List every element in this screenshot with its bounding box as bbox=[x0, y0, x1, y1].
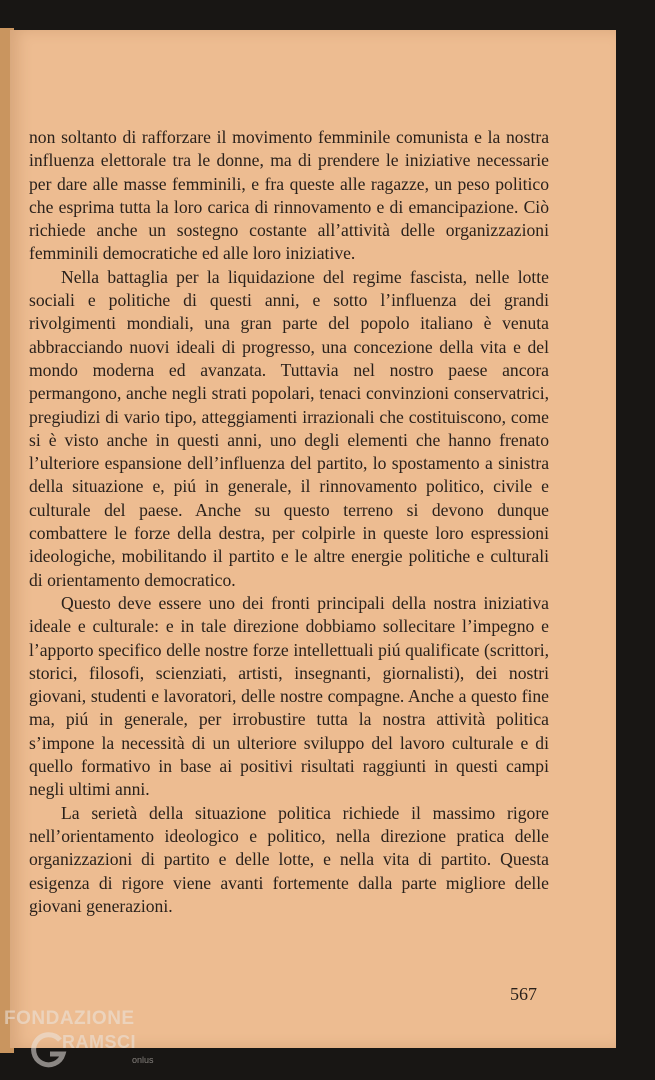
paragraph-1: non soltanto di rafforzare il movimento femminile comunista e la nostra influenza elettorale tra le donne, ma di prendere le iniziative necessarie per dare alle masse femminili, e fra queste alle ragazze, un peso politico che esprima tutta la loro carica di rinnovamento e di emancipazione. Ciò richiede anche un sostegno costante all’attività delle organizzazioni femminili democratiche ed alle loro iniziative. bbox=[29, 127, 549, 264]
watermark-onlus: onlus bbox=[132, 1055, 154, 1065]
watermark-line-2: RAMSCI bbox=[62, 1032, 136, 1052]
paragraph-4: La serietà della situazione politica richiede il massimo rigore nell’orientamento ideologico e politico, nella direzione pratica delle organizzazioni di partito e delle lotte, e nella vita di partito. Questa esigenza di rigore viene avanti fortemente dalla parte migliore delle giovani generazioni. bbox=[29, 802, 549, 916]
book-page bbox=[10, 30, 616, 1048]
watermark-line-1: FONDAZIONE bbox=[4, 1008, 135, 1029]
body-text bbox=[29, 126, 549, 918]
page-number: 567 bbox=[510, 984, 537, 1004]
paragraph-2: Nella battaglia per la liquidazione del regime fascista, nelle lotte sociali e politiche di questi anni, e sotto l’influenza dei grandi rivolgimenti mondiali, una gran parte del popolo italiano è venuta abbracciando nuovi ideali di progresso, una concezione della vita e del mondo moderna ed avanzata. Tuttavia nel nostro paese ancora permangono, anche negli strati popolari, tenaci convinzioni conservatrici, pregiudizi di vario tipo, atteggiamenti irrazionali che costituiscono, come si è visto anche in questi anni, uno degli elementi che hanno frenato l’ulteriore espansione dell’influenza del partito, lo spostamento a sinistra della situazione e, piú in generale, il rinnovamento politico, civile e culturale del paese. Anche su questo terreno si devono dunque combattere le forze della destra, per colpirle in queste loro espressioni ideologiche, mobilitando il partito e le altre energie politiche e culturali di orientamento democratico. bbox=[29, 266, 549, 590]
paragraph-3: Questo deve essere uno dei fronti principali della nostra iniziativa ideale e culturale: e in tale direzione dobbiamo sollecitare l’impegno e l’apporto specifico delle nostre forze intellettuali piú qualificate (scrittori, storici, filosofi, scienziati, artisti, insegnanti, giornalisti), dei nostri giovani, studenti e lavoratori, delle nostre compagne. Anche a questo fine ma, piú in generale, per irrobustire tutta la nostra attività politica s’impone la necessità di un ulteriore sviluppo del lavoro culturale e di quello formativo in base ai positivi risultati raggiunti in questi campi negli ultimi anni. bbox=[29, 592, 549, 800]
fondazione-gramsci-watermark bbox=[4, 1008, 174, 1074]
